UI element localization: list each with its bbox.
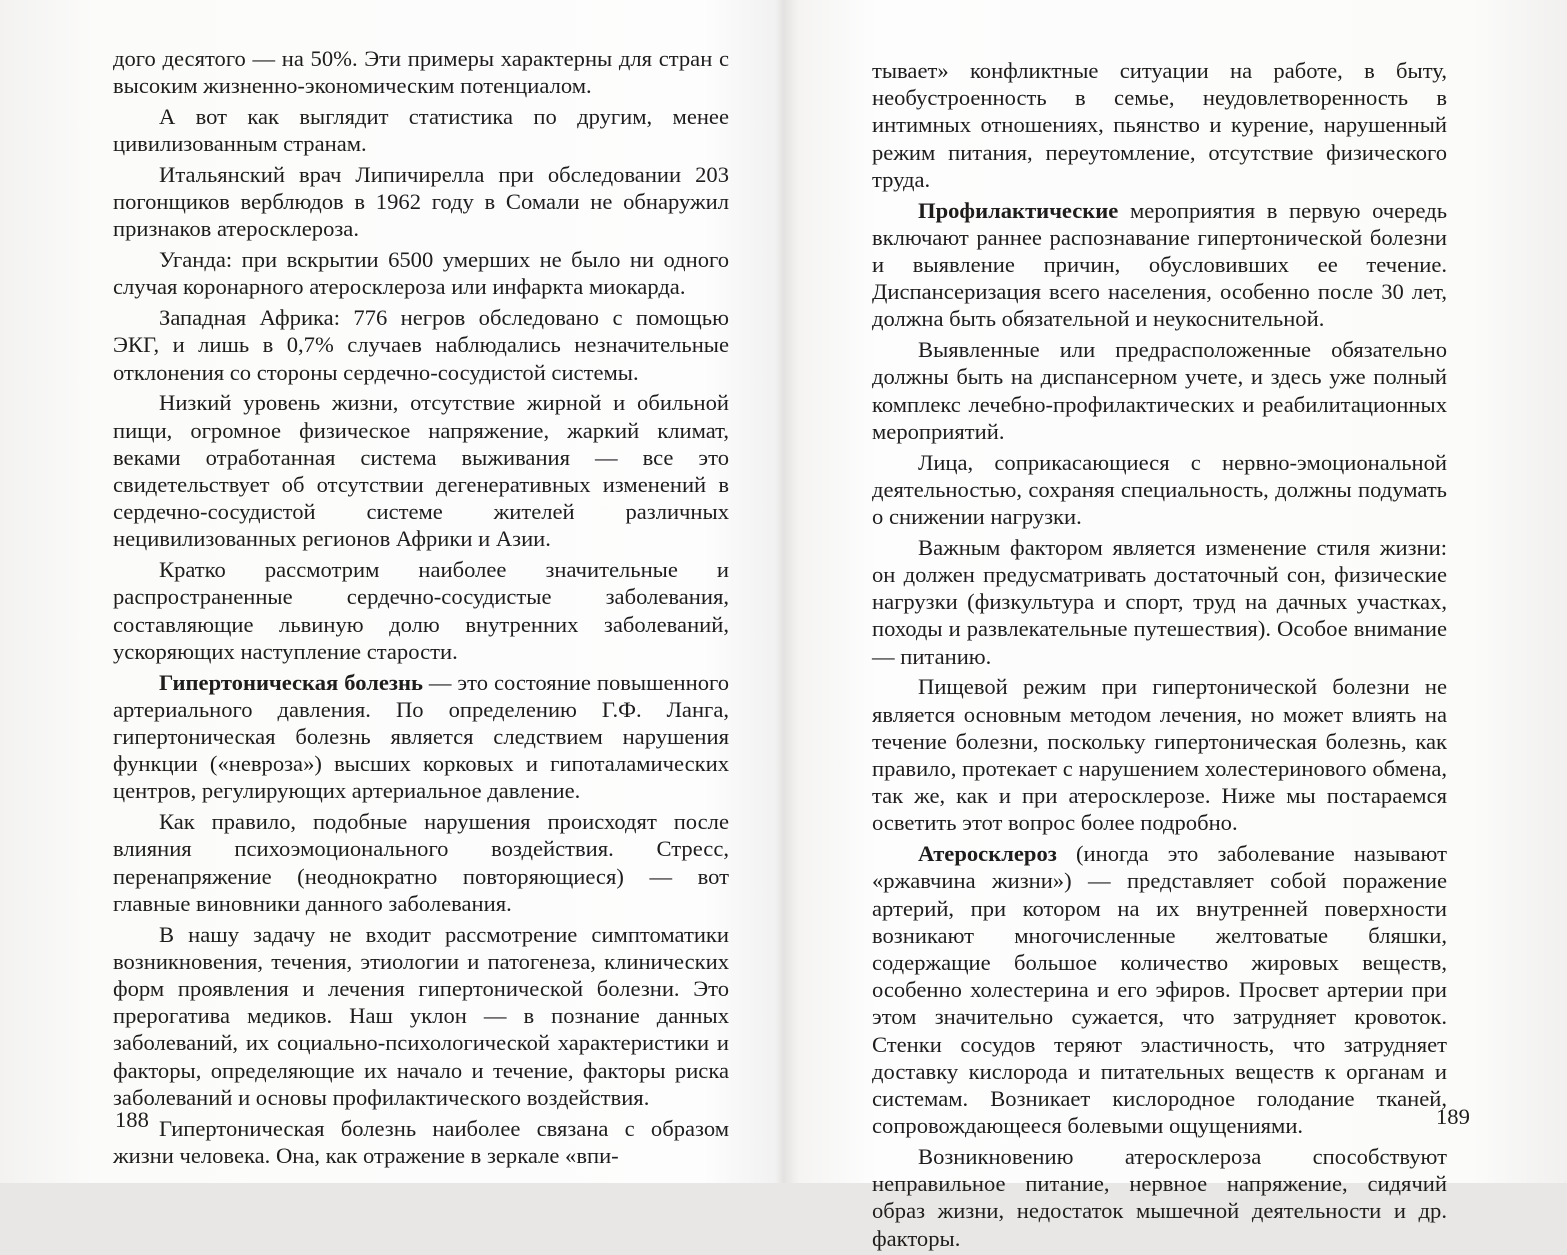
paragraph: Низкий уровень жизни, отсутствие жирной и обильной пищи, огромное физическое напряжение, жаркий климат, веками отработанная система выживания — все это свидетельствует об отсутствии дегенеративных изменений в сердечно-сосудистой системе жителей различных нецивилизованных регионов Африки и Азии. [113,390,729,552]
paragraph: Как правило, подобные нарушения происходят после влияния психоэмоционального воздействия. Стресс, перенапряжение (неоднократно повторяющиеся) — вот главные виновники данного заболевания. [113,809,729,916]
page-number-right: 189 [1436,1104,1470,1129]
paragraph: Выявленные или предрасположенные обязательно должны быть на диспансерном учете, и здесь уже полный комплекс лечебно-профилактических и реабилитационных мероприятий. [872,337,1447,444]
term-bold: Атеросклероз [918,841,1057,867]
paragraph-text: (иногда это заболевание называют «ржавчина жизни») — представляет собой поражение артерий, при котором на их внутренней поверхности возникают многочисленные желтоватые бляшки, содержащие большое количество жировых веществ, особенно холестерина и его эфиров. Просвет артерии при этом значительно сужается, что затрудняет кровоток. Стенки сосудов теряют эластичность, что затрудняет доставку кислорода и питательных веществ к органам и системам. Возникает кислородное голодание тканей, сопровождающееся болевыми ощущениями. [872,841,1447,1139]
paragraph-hypertension [113,669,729,805]
paragraph-text: мероприятия в первую очередь включают раннее распознавание гипертонической болезни и выявление причин, обусловивших ее течение. Диспансеризация всего населения, особенно после 30 лет, должна быть обязательной и неукоснительной. [872,197,1447,332]
term-bold: Профилактические [918,197,1119,223]
right-page [784,0,1567,1251]
paragraph-atherosclerosis [872,840,1447,1139]
paragraph: В нашу задачу не входит рассмотрение симптоматики возникновения, течения, этиологии и патогенеза, клинических форм проявления и лечения гипертонической болезни. Это прерогатива медиков. Наш уклон — в познание данных заболеваний, их социально-психологической характеристики и факторы, определяющие их начало и течение, факторы риска заболеваний и основы профилактического воздействия. [113,921,729,1110]
paragraph: дого десятого — на 50%. Эти примеры характерны для стран с высоким жизненно-экономическим потенциалом. [113,46,729,99]
paragraph: Лица, соприкасающиеся с нервно-эмоциональной деятельностью, сохраняя специальность, должны подумать о снижении нагрузки. [872,449,1447,530]
page-number-left: 188 [115,1107,149,1132]
paragraph: Западная Африка: 776 негров обследовано с помощью ЭКГ, и лишь в 0,7% случаев наблюдались незначительные отклонения со стороны сердечно-сосудистой системы. [113,305,729,385]
paragraph: Пищевой режим при гипертонической болезни не является основным методом лечения, но может влиять на течение болезни, поскольку гипертоническая болезнь, как правило, протекает с нарушением холестеринового обмена, так же, как и при атеросклерозе. Ниже мы постараемся осветить этот вопрос более подробно. [872,674,1447,836]
left-page-text [113,45,729,1173]
paragraph-prophylactic [872,197,1447,333]
paragraph: Уганда: при вскрытии 6500 умерших не было ни одного случая коронарного атеросклероза или инфаркта миокарда. [113,247,729,300]
right-page-text [872,57,1447,1255]
paragraph: Итальянский врач Липичирелла при обследовании 203 погонщиков верблюдов в 1962 году в Сомали не обнаружил признаков атеросклероза. [113,162,729,242]
paragraph: Гипертоническая болезнь наиболее связана с образом жизни человека. Она, как отражение в зеркале «впи- [113,1115,729,1168]
term-bold: Гипертоническая болезнь [159,669,423,695]
left-page [0,0,783,1183]
paragraph: Возникновению атеросклероза способствуют неправильное питание, нервное напряжение, сидячий образ жизни, недостаток мышечной деятельности и др. факторы. [872,1144,1447,1251]
paragraph: Важным фактором является изменение стиля жизни: он должен предусматривать достаточный сон, физические нагрузки (физкультура и спорт, труд на дачных участках, походы и развлекательные путешествия). Особое внимание — питанию. [872,534,1447,669]
paragraph: А вот как выглядит статистика по другим, менее цивилизованным странам. [113,104,729,157]
paragraph-text: — это состояние повышенного артериального давления. По определению Г.Ф. Ланга, гипертоническая болезнь является следствием нарушения функции («невроза») высших корковых и гипоталамических центров, регулирующих артериальное давление. [113,669,729,804]
paragraph: тывает» конфликтные ситуации на работе, в быту, необустроенность в семье, неудовлетворенность в интимных отношениях, пьянство и курение, нарушенный режим питания, переутомление, отсутствие физического труда. [872,58,1447,192]
paragraph: Кратко рассмотрим наиболее значительные и распространенные сердечно-сосудистые заболевания, составляющие львиную долю внутренних заболеваний, ускоряющих наступление старости. [113,557,729,664]
